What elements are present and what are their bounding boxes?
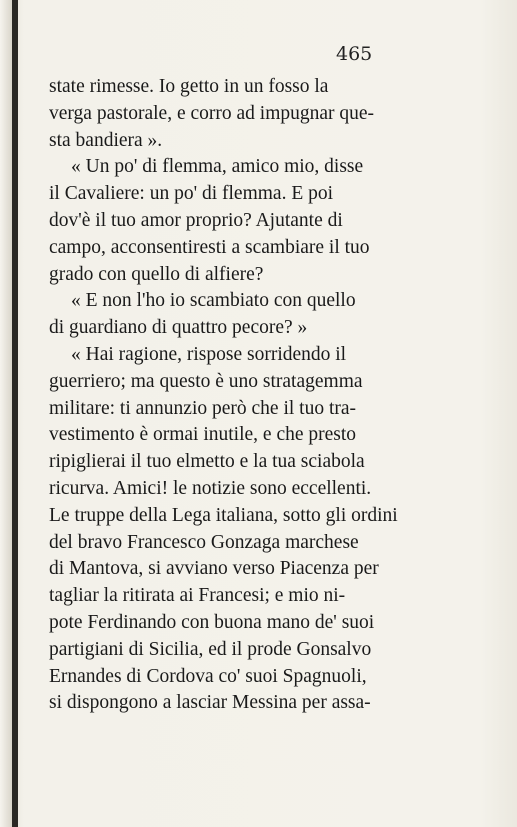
text-line: il Cavaliere: un po' di flemma. E poi	[49, 183, 334, 205]
text-line: si dispongono a lasciar Messina per assa-	[49, 692, 371, 714]
text-line: campo, acconsentiresti a scambiare il tuo	[49, 236, 370, 258]
text-line: di guardiano di quattro pecore? »	[49, 317, 308, 339]
text-line: pote Ferdinando con buona mano de' suoi	[49, 611, 375, 633]
text-line: militare: ti annunzio però che il tuo tra-	[49, 397, 357, 419]
text-line: verga pastorale, e corro ad impugnar que-	[49, 102, 375, 124]
text-line: di Mantova, si avviano verso Piacenza per	[49, 558, 379, 580]
text-line: ripiglierai il tuo elmetto e la tua sciabola	[49, 451, 365, 473]
page-gutter	[0, 0, 12, 827]
book-spine	[12, 0, 18, 827]
text-line: « Un po' di flemma, amico mio, disse	[71, 156, 364, 178]
text-line: « E non l'ho io scambiato con quello	[71, 290, 356, 312]
page-number: 465	[336, 43, 373, 65]
text-line: dov'è il tuo amor proprio? Ajutante di	[49, 209, 343, 231]
body-text	[49, 74, 405, 717]
text-line: del bravo Francesco Gonzaga marchese	[49, 531, 359, 553]
text-line: tagliar la ritirata ai Francesi; e mio ni-	[49, 585, 346, 607]
text-line: partigiani di Sicilia, ed il prode Gonsalvo	[49, 638, 372, 660]
text-line: state rimesse. Io getto in un fosso la	[49, 76, 329, 97]
text-line: « Hai ragione, rispose sorridendo il	[71, 343, 347, 365]
text-line: sta bandiera ».	[49, 129, 163, 151]
text-line: Ernandes di Cordova co' suoi Spagnuoli,	[49, 665, 367, 687]
text-line: guerriero; ma questo è uno stratagemma	[49, 370, 363, 392]
text-line: ricurva. Amici! le notizie sono eccellenti.	[49, 477, 372, 499]
text-line: grado con quello di alfiere?	[49, 263, 264, 285]
text-line: vestimento è ormai inutile, e che presto	[49, 424, 357, 446]
text-line: Le truppe della Lega italiana, sotto gli ordini	[49, 504, 398, 526]
